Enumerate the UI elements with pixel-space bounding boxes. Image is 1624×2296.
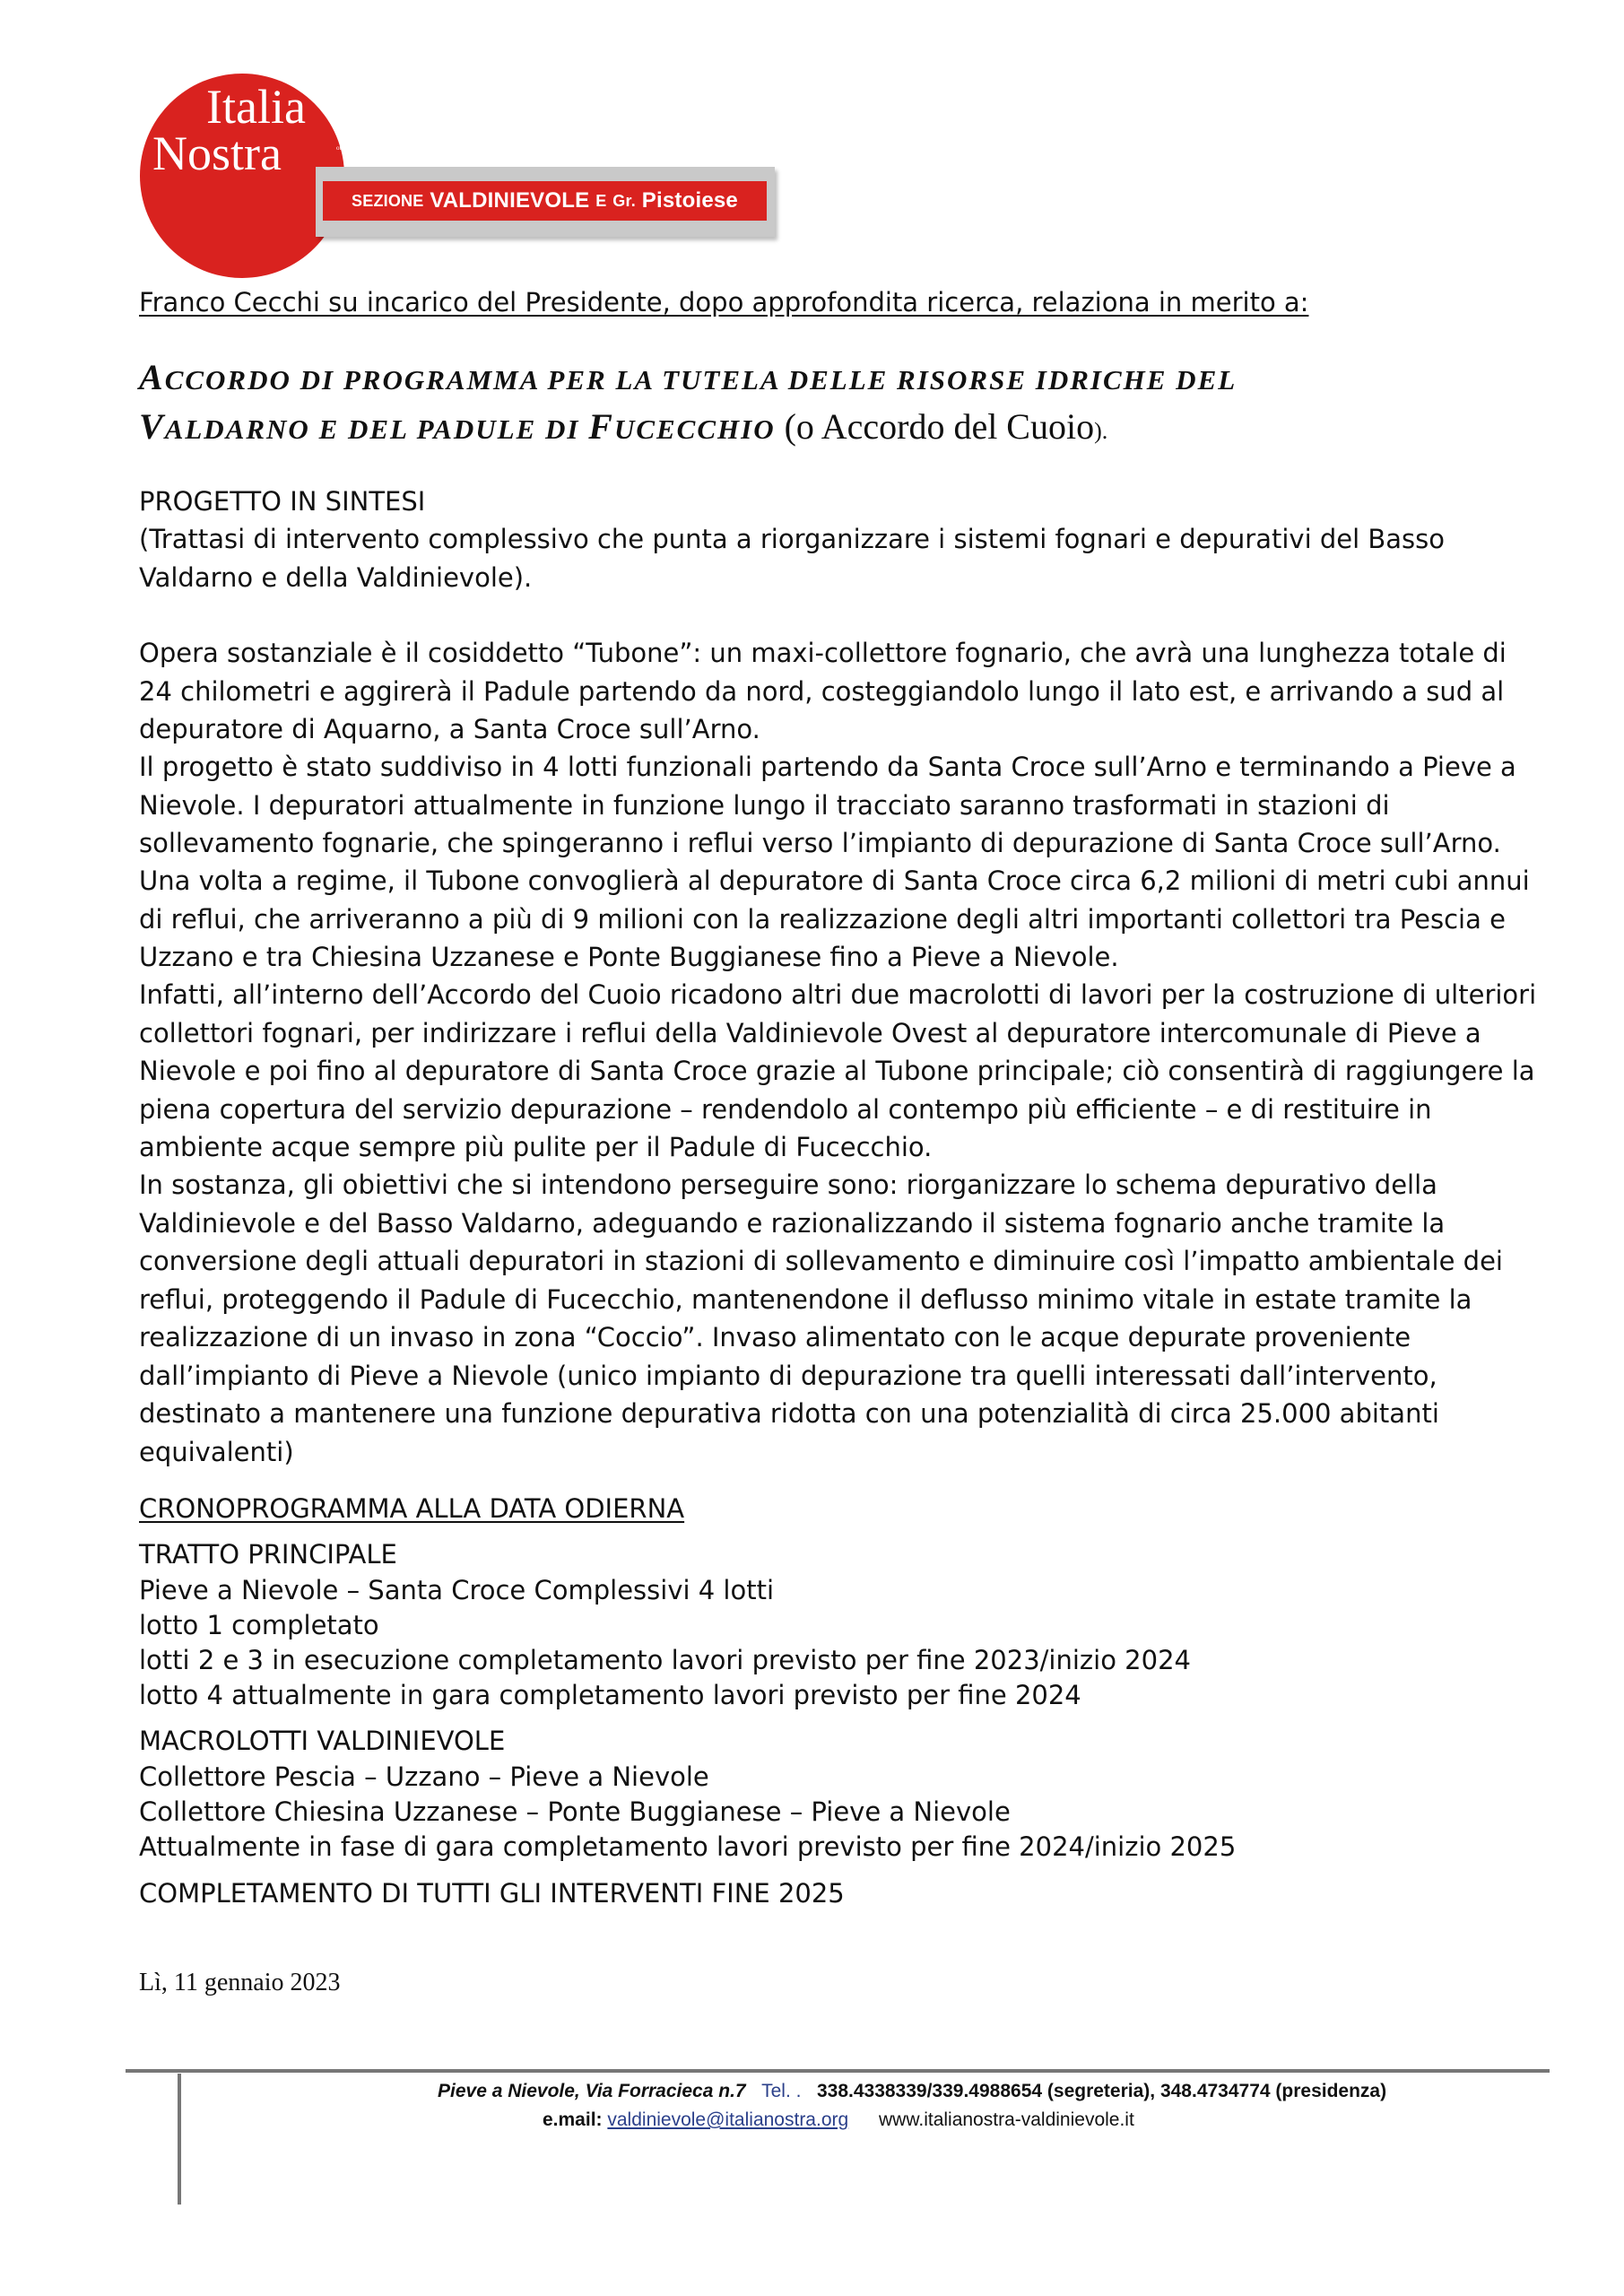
- logo-line-1: Italia: [206, 80, 306, 134]
- section-word-1: SEZIONE: [352, 191, 424, 210]
- progetto-heading: PROGETTO IN SINTESI: [139, 486, 426, 517]
- title-line-2b: UCECCHIO: [613, 413, 776, 445]
- section-word-4: Gr.: [612, 191, 636, 210]
- title-subtitle: (o Accordo del Cuoio: [775, 406, 1095, 447]
- section-word-3: E: [595, 191, 607, 210]
- title-initial-1: A: [139, 357, 165, 397]
- paragraph-4: Infatti, all’interno dell’Accordo del Cuoio ricadono altri due macrolotti di lavori per la costruzione di ulteriori collettori fognari, per indirizzare i reflui della Valdinievole Ovest al depuratore intercomunale di Pieve a Nievole e poi fino al depuratore di Santa Croce grazie al Tubone principale; ciò consentirà di raggiungere la piena copertura del servizio depurazione – rendendolo al contempo più efficiente – e di restituire in ambiente acque sempre più pulite per il Padule di Fucecchio.: [139, 979, 1537, 1162]
- section-word-2: VALDINIEVOLE: [430, 188, 590, 213]
- title-end: ).: [1094, 418, 1108, 444]
- tratto-line-1: Pieve a Nievole – Santa Croce Complessivi 4 lotti: [139, 1575, 775, 1605]
- tratto-line-4: lotto 4 attualmente in gara completamento lavori previsto per fine 2024: [139, 1680, 1081, 1710]
- section-banner: [323, 181, 767, 221]
- macro-line-1: Collettore Pescia – Uzzano – Pieve a Nievole: [139, 1761, 709, 1792]
- footer-divider: [126, 2069, 1550, 2073]
- paragraph-1: Opera sostanziale è il cosiddetto “Tubone”: un maxi-collettore fognario, che avrà una lunghezza totale di 24 chilometri e aggirerà il Padule partendo da nord, costeggiandolo lungo il lato est, e arrivando a sud al depuratore di Aquarno, a Santa Croce sull’Arno.: [139, 638, 1507, 744]
- tratto-line-3: lotti 2 e 3 in esecuzione completamento lavori previsto per fine 2023/inizio 2024: [139, 1645, 1191, 1675]
- paragraph-2: Il progetto è stato suddiviso in 4 lotti funzionali partendo da Santa Croce sull’Arno e terminando a Pieve a Nievole. I depuratori attualmente in funzione lungo il tracciato saranno trasformati in stazioni di sollevamento fognarie, che spingeranno i reflui verso l’impianto di depurazione di Santa Croce sull’Arno.: [139, 752, 1516, 858]
- macro-line-2: Collettore Chiesina Uzzanese – Ponte Buggianese – Pieve a Nievole: [139, 1796, 1011, 1827]
- macro-heading: MACROLOTTI VALDINIEVOLE: [139, 1726, 506, 1756]
- logo-line-3: onlus: [336, 144, 351, 152]
- footer-email-link[interactable]: valdinievole@italianostra.org: [607, 2109, 849, 2130]
- logo: [143, 80, 351, 180]
- progetto-note: (Trattasi di intervento complessivo che punta a riorganizzare i sistemi fognari e depurativi del Basso Valdarno e della Valdinievole).: [139, 524, 1445, 593]
- tratto-heading: TRATTO PRINCIPALE: [139, 1539, 397, 1570]
- footer-phones: 338.4338339/339.4988654 (segreteria), 348.4734774 (presidenza): [816, 2081, 1387, 2101]
- logo-line-2: Nostra: [152, 126, 282, 180]
- title-line-2a: ALDARNO E DEL PADULE DI: [164, 413, 589, 445]
- document-title: [139, 354, 1529, 455]
- footer-tel-label: Tel. .: [761, 2081, 802, 2101]
- footer-email-label: e.mail:: [543, 2109, 603, 2130]
- footer-contact-line: [438, 2081, 1386, 2102]
- tratto-line-2: lotto 1 completato: [139, 1610, 379, 1640]
- title-initial-2: V: [139, 406, 165, 447]
- paragraph-5: In sostanza, gli obiettivi che si intendono perseguire sono: riorganizzare lo schema depurativo della Valdinievole e del Basso Valdarno, adeguando e razionalizzando il sistema fognario anche tramite la conversione degli attuali depuratori in stazioni di sollevamento e diminuire così l’impatto ambientale dei reflui, proteggendo il Padule di Fucecchio, mantenendone il deflusso minimo vitale in estate tramite la realizzazione di un invaso in zona “Coccio”. Invaso alimentato con le acque depurate proveniente dall’impianto di Pieve a Nievole (unico impianto di depurazione tra quelli interessati dall’intervento, destinato a mantenere una funzione depurativa ridotta con una potenzialità di circa 25.000 abitanti equivalenti): [139, 1170, 1503, 1467]
- document-date: Lì, 11 gennaio 2023: [139, 1969, 341, 1996]
- intro-line: Franco Cecchi su incarico del Presidente, dopo approfondita ricerca, relaziona in merito a:: [139, 287, 1309, 317]
- title-line-1: CCORDO DI PROGRAMMA PER LA TUTELA DELLE RISORSE IDRICHE DEL: [164, 364, 1238, 396]
- macro-line-3: Attualmente in fase di gara completamento lavori previsto per fine 2024/inizio 2025: [139, 1831, 1237, 1862]
- footer-web-line: [543, 2109, 1134, 2131]
- footer-website-link[interactable]: www.italianostra-valdinievole.it: [879, 2109, 1134, 2130]
- section-word-5: Pistoiese: [641, 188, 738, 213]
- footer-vertical-rule: [178, 2074, 181, 2205]
- title-initial-3: F: [588, 406, 614, 447]
- footer-address: Pieve a Nievole, Via Forracieca n.7: [438, 2081, 746, 2101]
- completion-line: COMPLETAMENTO DI TUTTI GLI INTERVENTI FINE 2025: [139, 1878, 845, 1909]
- paragraph-3: Una volta a regime, il Tubone convoglierà al depuratore di Santa Croce circa 6,2 milioni di metri cubi annui di reflui, che arriveranno a più di 9 milioni con la realizzazione degli altri importanti collettori tra Pescia e Uzzano e tra Chiesina Uzzanese e Ponte Buggianese fino a Pieve a Nievole.: [139, 865, 1530, 972]
- crono-heading: CRONOPROGRAMMA ALLA DATA ODIERNA: [139, 1493, 685, 1524]
